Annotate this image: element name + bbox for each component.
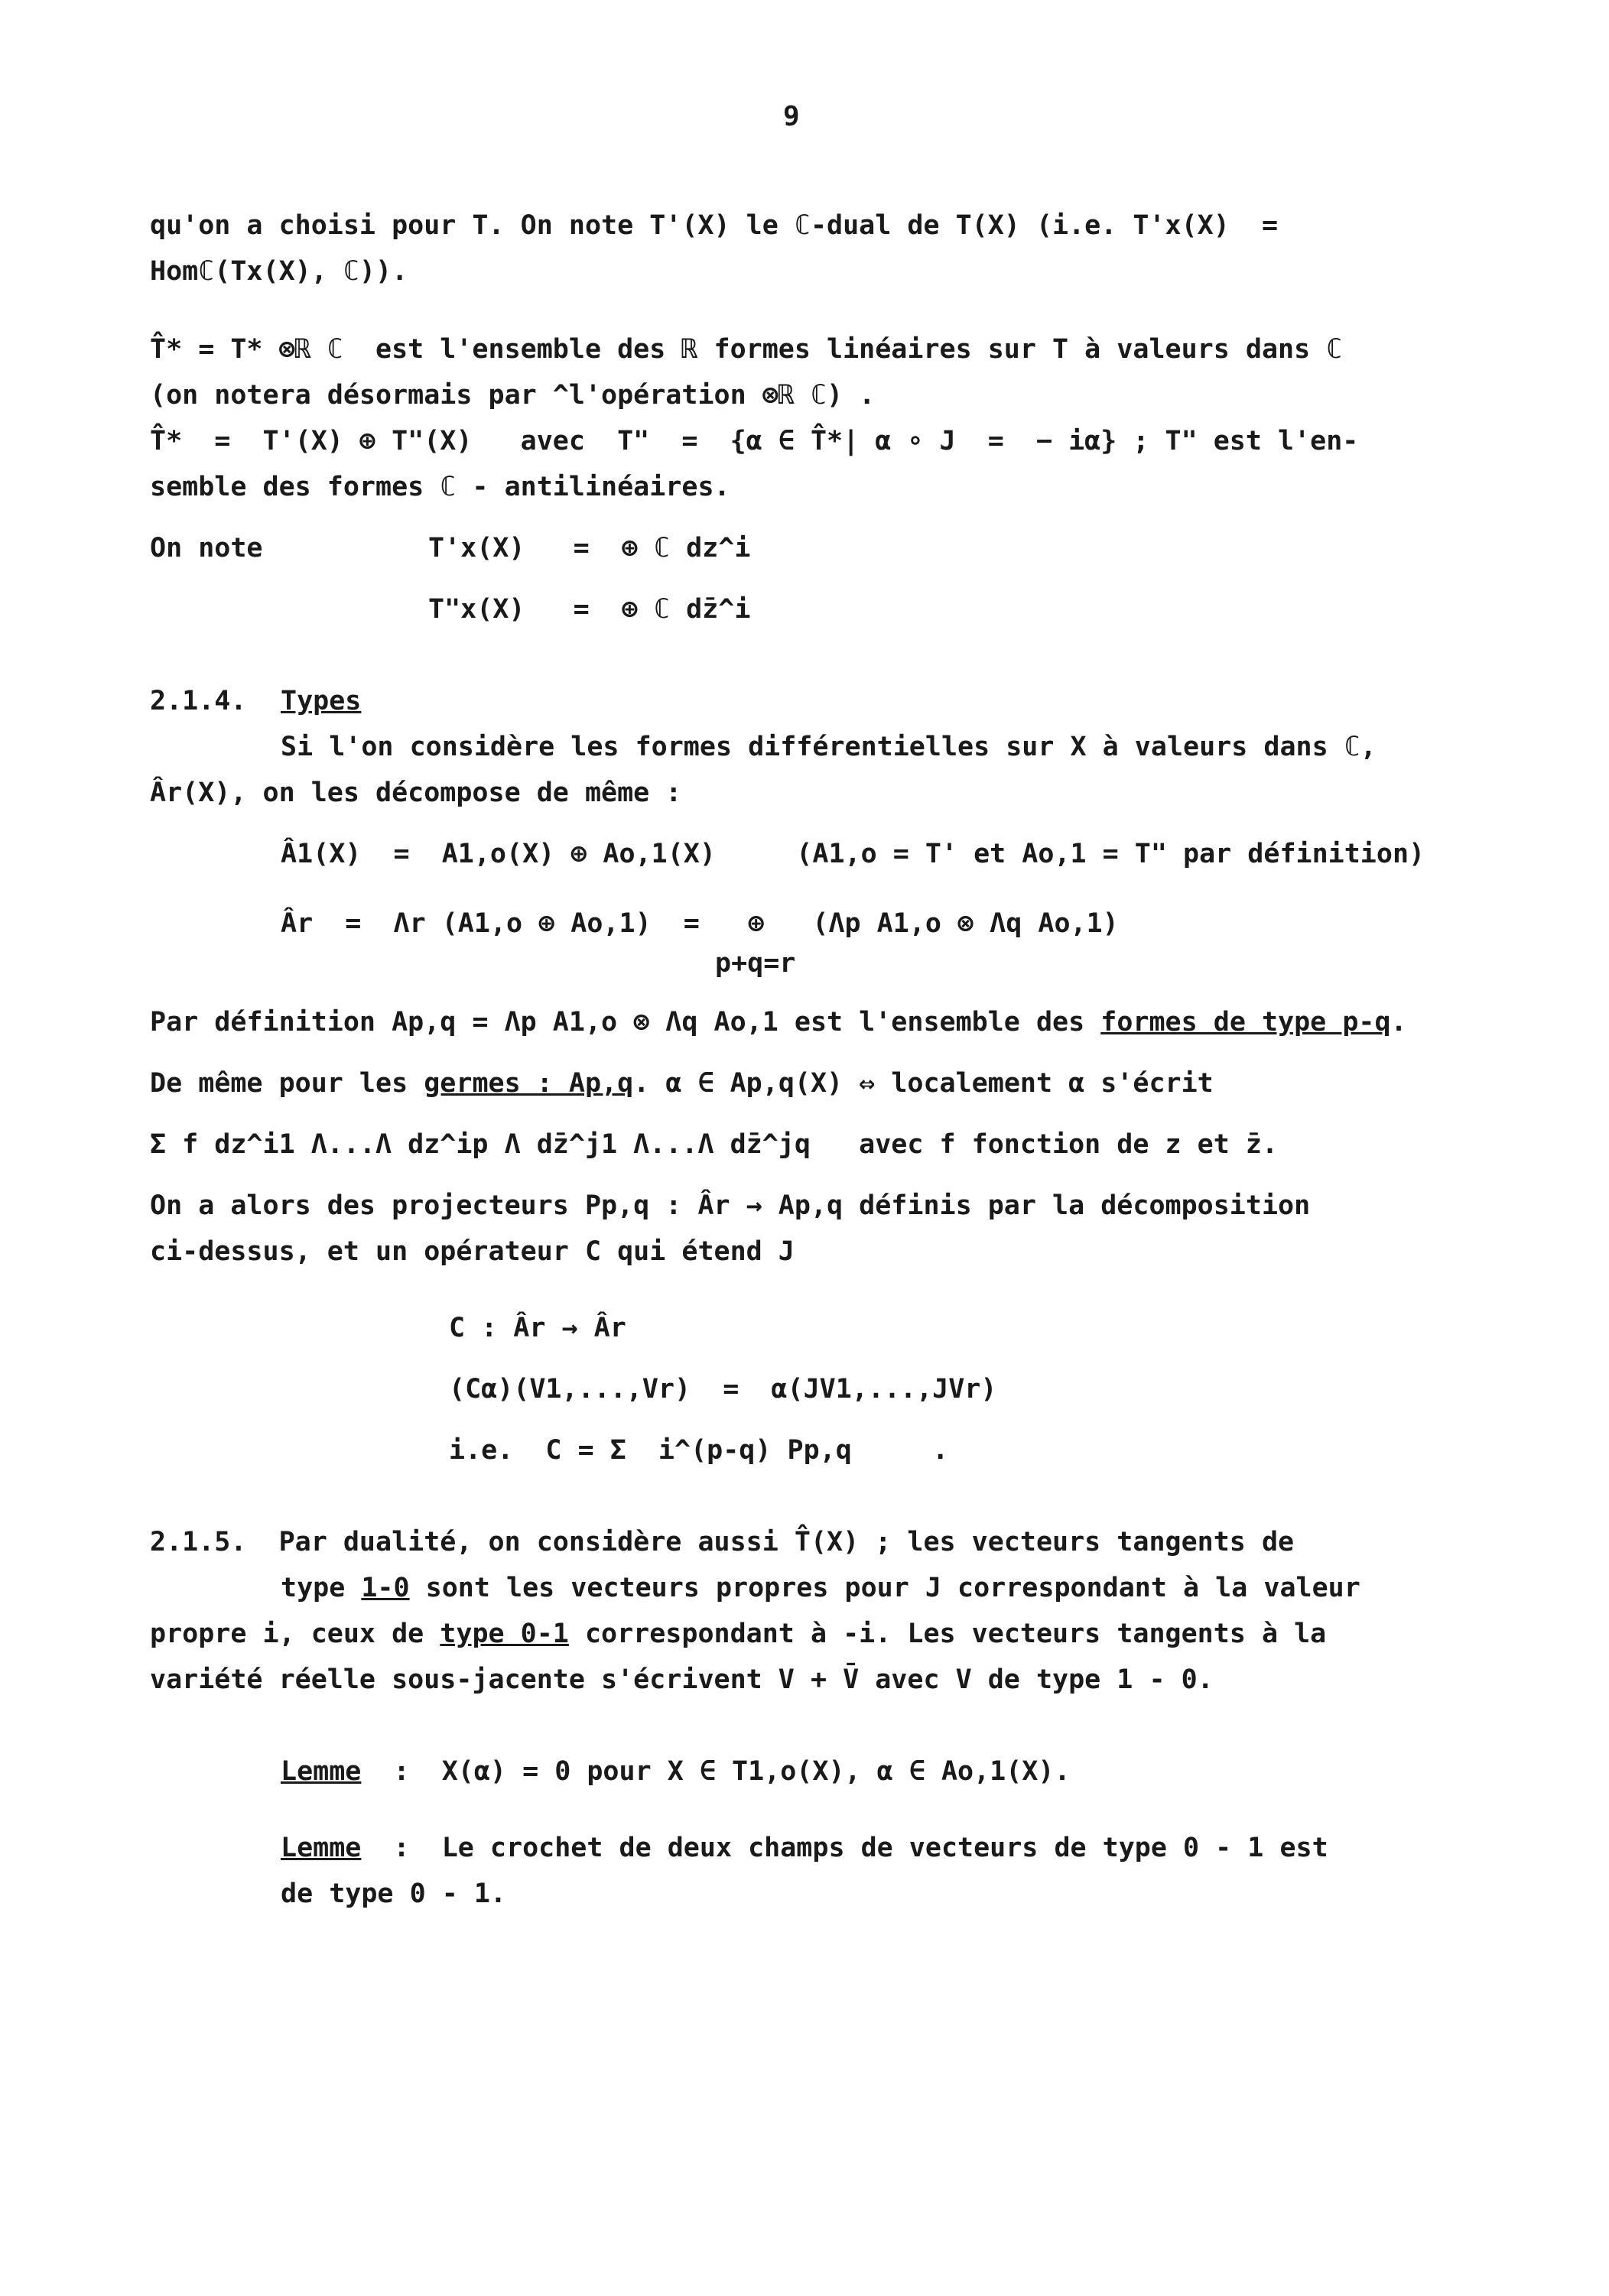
text-line: On a alors des projecteurs Pp,q : Âr → Ap,q définis par la décomposition (150, 1190, 1311, 1221)
formula-line: T'x(X) = ⊕ ℂ dz^i (428, 533, 751, 563)
text-line: Si l'on considère les formes différentielles sur X à valeurs dans ℂ, (281, 732, 1377, 762)
text-line: ci-dessus, et un opérateur C qui étend J (150, 1236, 795, 1267)
text-segment: propre i, ceux de (150, 1619, 440, 1649)
text-segment: : Le crochet de deux champs de vecteurs de type 0 - 1 est (361, 1833, 1328, 1863)
text-segment: sont les vecteurs propres pour J correspondant à la valeur (409, 1573, 1360, 1603)
text-segment: formes de type p-q (1100, 1007, 1391, 1038)
text-line: 2.1.5. Par dualité, on considère aussi T̂(X) ; les vecteurs tangents de (150, 1527, 1295, 1557)
text-segment: type 0-1 (440, 1619, 569, 1649)
lemma-label: Lemme (281, 1833, 362, 1863)
formula-line: Â1(X) = A1,o(X) ⊕ Ao,1(X) (A1,o = T' et Ao,1 = T" par définition) (281, 839, 1425, 869)
text-segment: type (281, 1573, 362, 1603)
text-segment: De même pour les (150, 1068, 424, 1099)
text-line: (on notera désormais par ^l'opération ⊗ℝ ℂ) . (150, 380, 876, 411)
formula-line: C : Âr → Âr (449, 1313, 626, 1343)
text-line: T̂* = T* ⊗ℝ ℂ est l'ensemble des ℝ formes linéaires sur T à valeurs dans ℂ (150, 334, 1343, 365)
text-line (150, 1619, 1326, 1649)
text-line: Âr(X), on les décompose de même : (150, 778, 682, 808)
formula-subscript: p+q=r (715, 948, 796, 979)
lemma-line (281, 1833, 1328, 1863)
text-segment: . (1390, 1007, 1407, 1038)
lemma-line (281, 1756, 1071, 1787)
formula-line: i.e. C = Σ i^(p-q) Pp,q . (449, 1435, 949, 1466)
page-number: 9 (783, 101, 800, 132)
text-line: T̂* = T'(X) ⊕ T"(X) avec T" = {α ∈ T̂*| α ∘ J = − iα} ; T" est l'en- (150, 426, 1359, 456)
section-title: Types (281, 686, 362, 716)
text-segment: Par définition Ap,q = Λp A1,o ⊗ Λq Ao,1 est l'ensemble des (150, 1007, 1101, 1038)
text-segment: germes : Ap,q (424, 1068, 634, 1099)
text-line: variété réelle sous-jacente s'écrivent V + V̄ avec V de type 1 - 0. (150, 1664, 1214, 1695)
text-line: qu'on a choisi pour T. On note T'(X) le ℂ-dual de T(X) (i.e. T'x(X) = (150, 210, 1279, 241)
text-line: semble des formes ℂ - antilinéaires. (150, 472, 730, 502)
text-segment: 1-0 (361, 1573, 410, 1603)
text-line: Σ f dz^i1 Λ...Λ dz^ip Λ dz̄^j1 Λ...Λ dz̄^jq avec f fonction de z et z̄. (150, 1129, 1279, 1160)
formula-line: Âr = Λr (A1,o ⊕ Ao,1) = ⊕ (Λp A1,o ⊗ Λq Ao,1) (281, 908, 1119, 939)
text-segment: correspondant à -i. Les vecteurs tangents à la (568, 1619, 1327, 1649)
formula-line: (Cα)(V1,...,Vr) = α(JV1,...,JVr) (449, 1374, 997, 1405)
text-line: Homℂ(Tx(X), ℂ)). (150, 256, 408, 287)
text-segment: : X(α) = 0 pour X ∈ T1,o(X), α ∈ Ao,1(X). (361, 1756, 1071, 1787)
formula-line: T"x(X) = ⊕ ℂ dz̄^i (428, 594, 751, 625)
text-segment: . α ∈ Ap,q(X) ⇔ localement α s'écrit (633, 1068, 1214, 1099)
text-line: de type 0 - 1. (281, 1879, 507, 1909)
text-line: On note (150, 533, 263, 563)
text-line (150, 1068, 1214, 1099)
text-line (150, 1007, 1407, 1038)
text-line (281, 1573, 1360, 1603)
section-number: 2.1.4. (150, 686, 247, 716)
lemma-label: Lemme (281, 1756, 362, 1787)
